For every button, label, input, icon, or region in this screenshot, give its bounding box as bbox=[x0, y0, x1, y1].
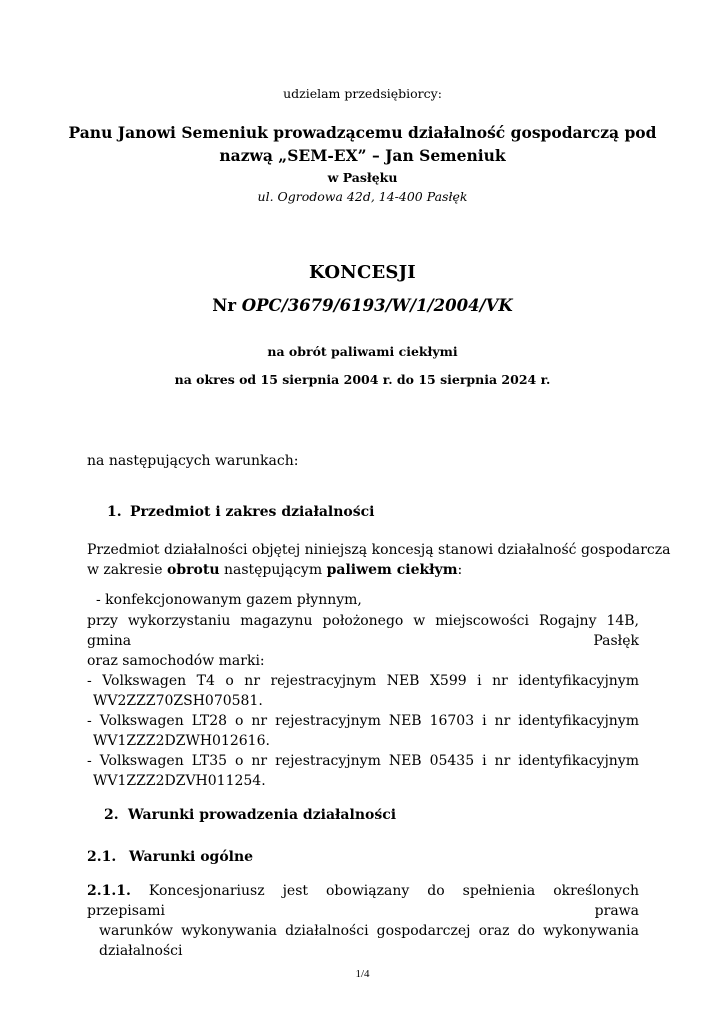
license-number bbox=[0, 296, 725, 315]
license-scope: na obrót paliwami ciekłymi bbox=[267, 344, 458, 359]
license-number-prefix: Nr bbox=[212, 296, 242, 315]
section-1-number: 1. bbox=[107, 504, 122, 520]
subject-line-2 bbox=[87, 560, 639, 580]
condition-2-1-1 bbox=[87, 881, 639, 961]
section-1-title: Przedmiot i zakres działalności bbox=[130, 504, 375, 520]
recipient-line-2: nazwą „SEM-EX” – Jan Semeniuk bbox=[219, 146, 506, 165]
document-title: KONCESJI bbox=[309, 262, 416, 283]
section-2-heading bbox=[104, 807, 396, 823]
storage-line: przy wykorzystaniu magazynu położonego w miejscowości Rogajny 14B, gmina Pasłęk bbox=[87, 613, 639, 649]
storage-and-vehicles bbox=[87, 611, 639, 791]
subject-line-1: Przedmiot działalności objętej niniejszą koncesją stanowi działalność gospodarcza bbox=[87, 542, 671, 558]
condition-line-1 bbox=[87, 881, 639, 921]
condition-text: Koncesjonariusz jest obowiązany do spełnienia określonych przepisami prawa bbox=[87, 883, 639, 919]
subject-text: w zakresie bbox=[87, 562, 168, 578]
section-1-heading bbox=[107, 504, 374, 520]
section-2-title: Warunki prowadzenia działalności bbox=[128, 807, 397, 823]
vehicle-item bbox=[87, 671, 639, 711]
recipient-line-1: Panu Janowi Semeniuk prowadzącemu działalność gospodarczą pod bbox=[68, 123, 657, 142]
vehicle-vin: WV1ZZZ2DZWH012616. bbox=[93, 733, 270, 749]
section-2-1-number: 2.1. bbox=[87, 849, 117, 865]
subject-bold-obrotu: obrotu bbox=[167, 562, 220, 578]
vehicle-line-1: - Volkswagen LT35 o nr rejestracyjnym NEB 05435 i nr identyfikacyjnym bbox=[87, 753, 639, 769]
vehicle-item bbox=[87, 711, 639, 751]
subject-text: następującym bbox=[219, 562, 327, 578]
vehicle-line-1: - Volkswagen T4 o nr rejestracyjnym NEB X599 i nr identyfikacyjnym bbox=[87, 673, 639, 689]
vehicle-line-1: - Volkswagen LT28 o nr rejestracyjnym NEB 16703 i nr identyfikacyjnym bbox=[87, 713, 639, 729]
license-period: na okres od 15 sierpnia 2004 r. do 15 sierpnia 2024 r. bbox=[174, 372, 551, 387]
conditions-intro: na następujących warunkach: bbox=[87, 453, 299, 469]
intro-text: udzielam przedsiębiorcy: bbox=[283, 86, 442, 101]
section-2-1-title: Warunki ogólne bbox=[129, 849, 254, 865]
section-2-1-heading bbox=[87, 849, 253, 865]
recipient-city: w Pasłęku bbox=[327, 170, 398, 185]
vehicle-item bbox=[87, 751, 639, 791]
condition-number: 2.1.1. bbox=[87, 883, 131, 899]
vehicle-vin: WV1ZZZ2DZVH011254. bbox=[93, 773, 266, 789]
page-number: 1/4 bbox=[355, 968, 370, 980]
subject-paragraph bbox=[87, 540, 671, 580]
vehicles-intro: oraz samochodów marki: bbox=[87, 653, 265, 669]
fuel-type-item: - konfekcjonowanym gazem płynnym, bbox=[96, 592, 362, 608]
section-2-number: 2. bbox=[104, 807, 119, 823]
condition-line-2: warunków wykonywania działalności gospodarczej oraz do wykonywania działalności bbox=[99, 923, 639, 959]
vehicle-vin: WV2ZZZ70ZSH070581. bbox=[93, 693, 263, 709]
subject-bold-paliwem: paliwem ciekłym bbox=[326, 562, 458, 578]
recipient-name bbox=[0, 121, 725, 167]
license-number-value: OPC/3679/6193/W/1/2004/VK bbox=[241, 296, 513, 315]
subject-text: : bbox=[457, 562, 463, 578]
recipient-address: ul. Ogrodowa 42d, 14-400 Pasłęk bbox=[257, 189, 468, 204]
